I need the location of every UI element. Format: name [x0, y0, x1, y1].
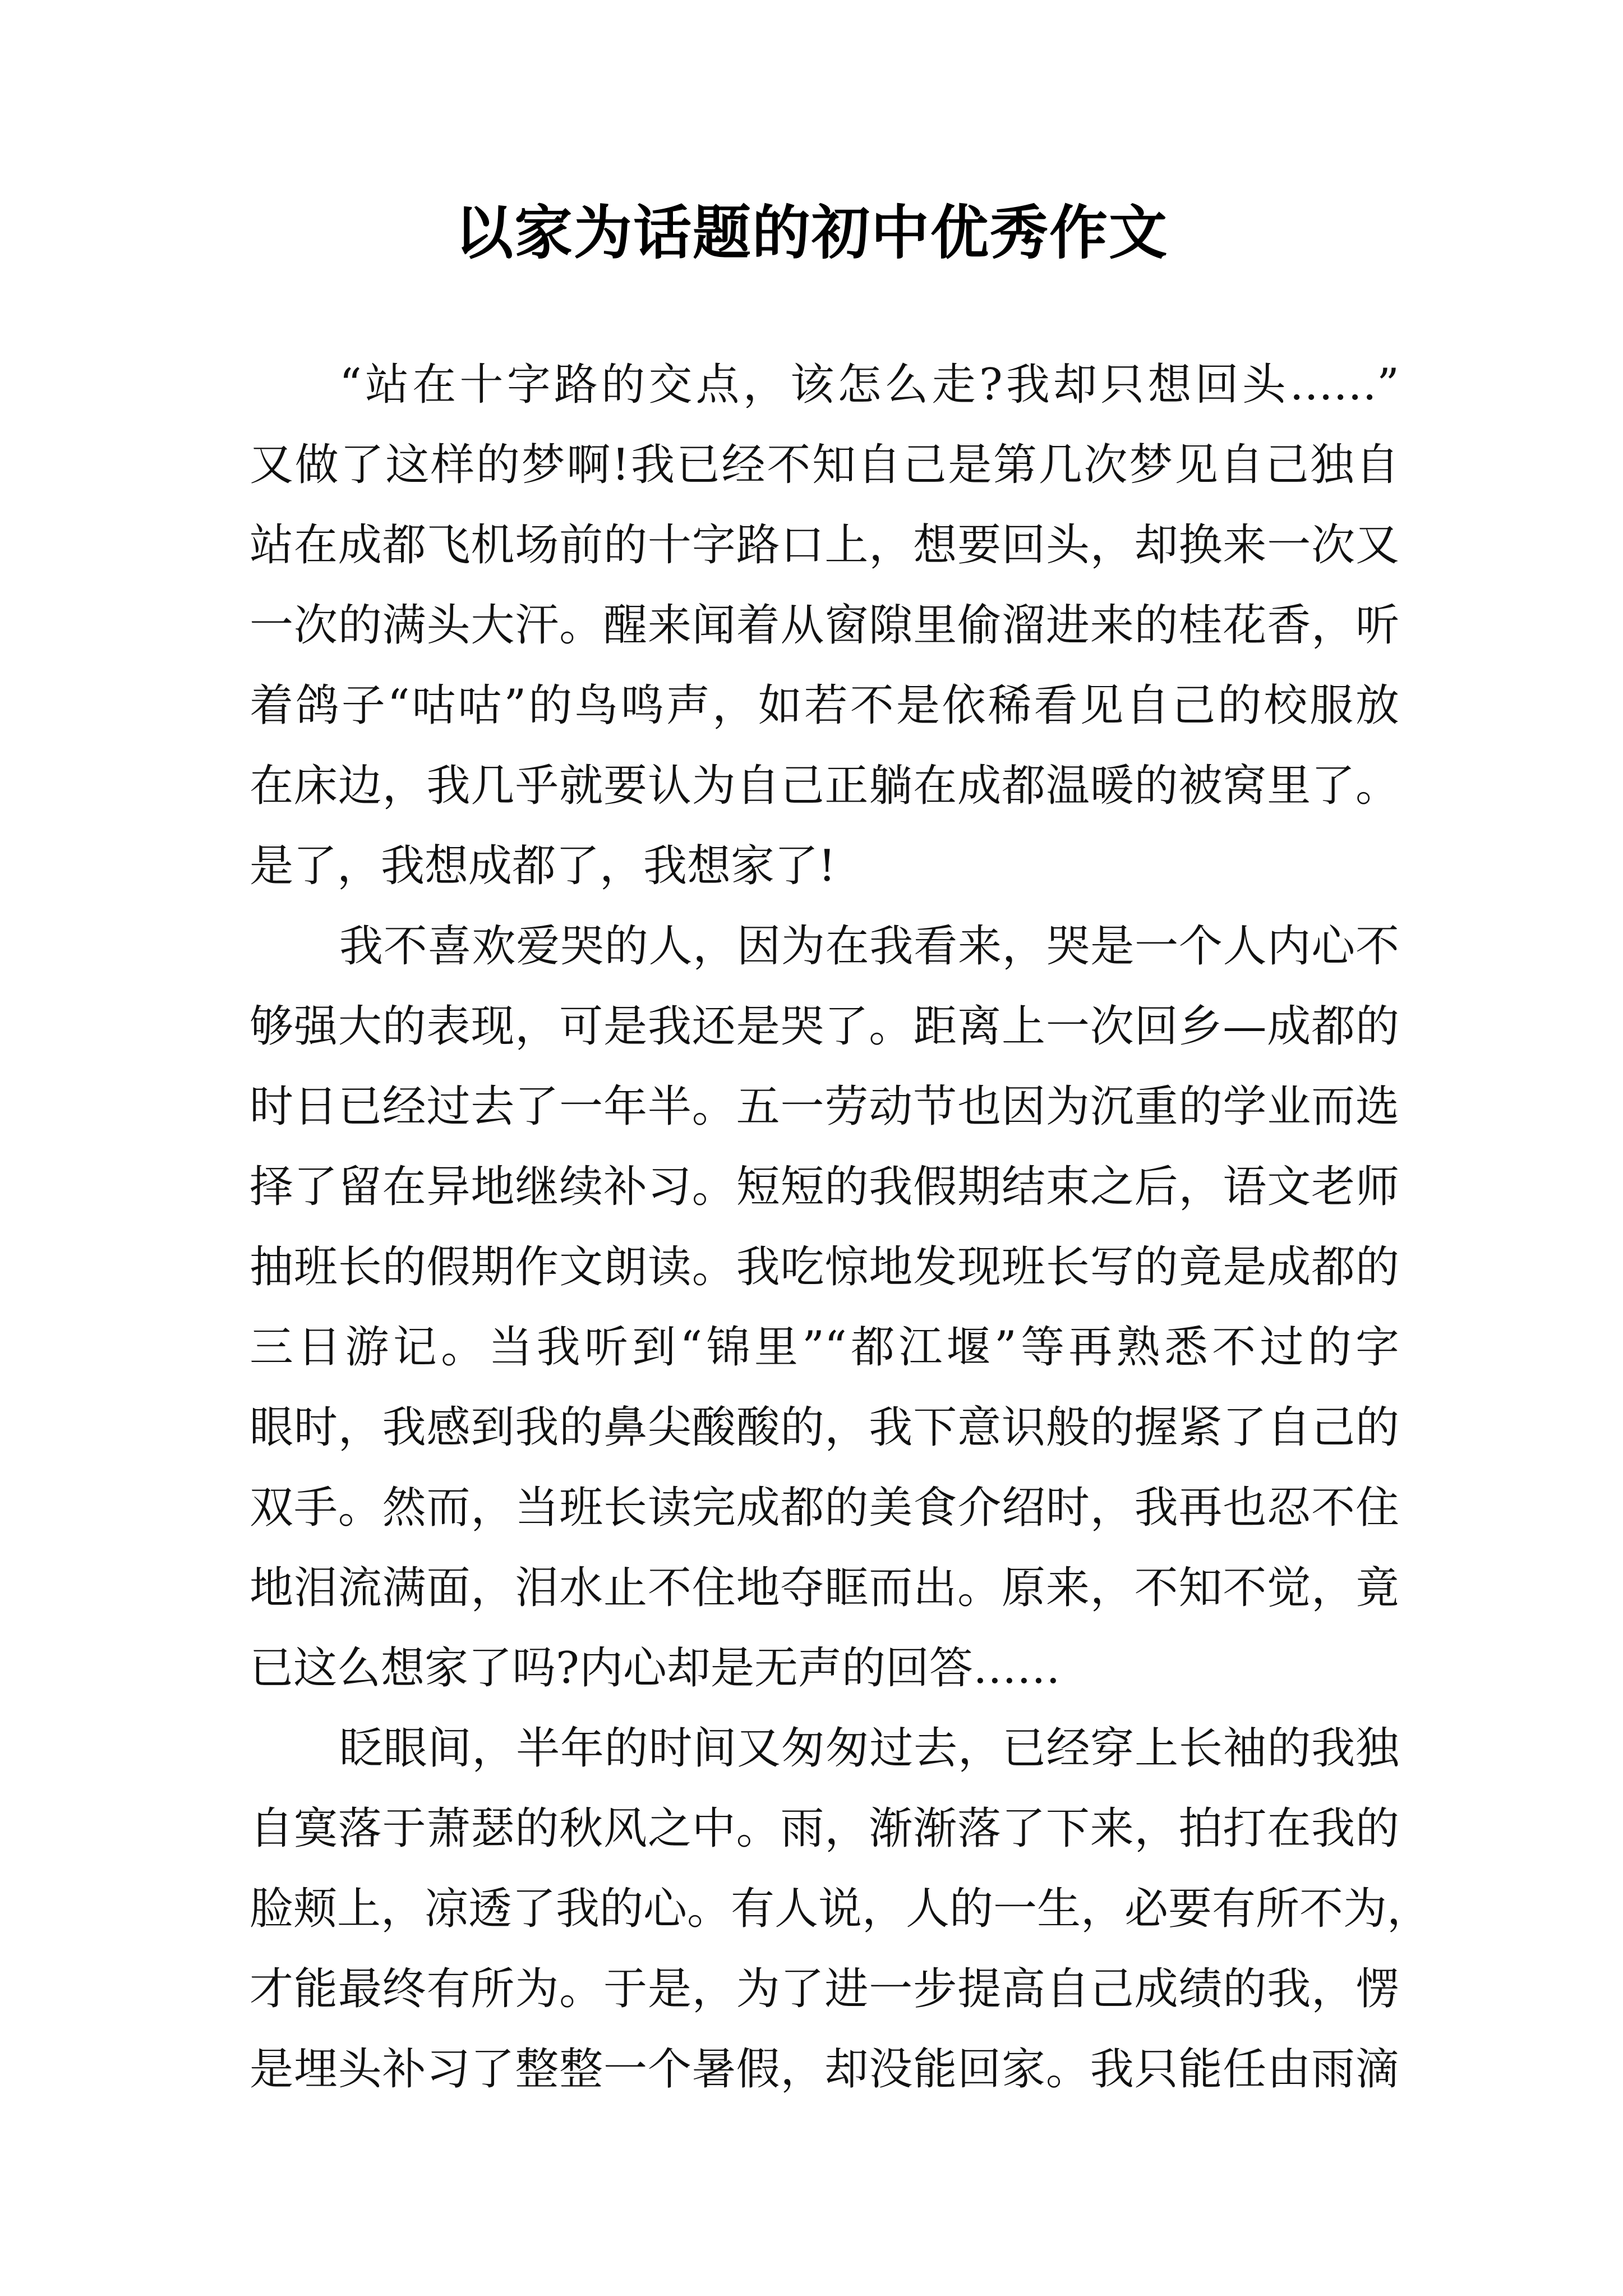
text-line: 在床边，我几乎就要认为自己正躺在成都温暖的被窝里了。	[250, 761, 1399, 811]
text-line: 是了，我想成都了，我想家了!	[250, 841, 836, 891]
text-line: 够强大的表现，可是我还是哭了。距离上一次回乡—成都的	[250, 1001, 1399, 1052]
text-line: 一次的满头大汗。醒来闻着从窗隙里偷溜进来的桂花香，听	[250, 600, 1399, 651]
text-line: 站在成都飞机场前的十字路口上，想要回头，却换来一次又	[250, 520, 1399, 570]
text-line: 眨眼间，半年的时间又匆匆过去，已经穿上长袖的我独	[339, 1723, 1399, 1774]
text-line: 又做了这样的梦啊!我已经不知自己是第几次梦见自己独自	[250, 440, 1399, 490]
text-line: 我不喜欢爱哭的人，因为在我看来，哭是一个人内心不	[339, 921, 1399, 972]
text-line: 自寞落于萧瑟的秋风之中。雨，渐渐落了下来，拍打在我的	[250, 1803, 1399, 1854]
paragraph-2	[250, 907, 1399, 1709]
paragraph-1	[250, 345, 1399, 907]
text-line: 是埋头补习了整整一个暑假，却没能回家。我只能任由雨滴	[250, 2044, 1399, 2095]
page-title: 以家为话题的初中优秀作文	[454, 198, 1168, 267]
essay-body	[250, 345, 1431, 2110]
text-line: 双手。然而，当班长读完成都的美食介绍时，我再也忍不住	[250, 1483, 1399, 1533]
text-line: 眼时，我感到我的鼻尖酸酸的，我下意识般的握紧了自己的	[250, 1402, 1399, 1453]
text-line: 着鸽子“咕咕”的鸟鸣声，如若不是依稀看见自己的校服放	[250, 680, 1399, 731]
paragraph-3	[250, 1709, 1431, 2110]
text-line: 三日游记。当我听到“锦里”“都江堰”等再熟悉不过的字	[250, 1322, 1399, 1373]
text-line: 才能最终有所为。于是，为了进一步提高自己成绩的我，愣	[250, 1964, 1399, 2014]
text-line: 时日已经过去了一年半。五一劳动节也因为沉重的学业而选	[250, 1082, 1399, 1132]
text-line: 脸颊上，凉透了我的心。有人说，人的一生，必要有所不为，	[250, 1884, 1431, 1934]
text-line: 已这么想家了吗?内心却是无声的回答……	[250, 1643, 1061, 1694]
text-line: “站在十字路的交点，该怎么走?我却只想回头……”	[339, 360, 1399, 410]
text-line: 地泪流满面，泪水止不住地夺眶而出。原来，不知不觉，竟	[250, 1563, 1399, 1613]
text-line: 抽班长的假期作文朗读。我吃惊地发现班长写的竟是成都的	[250, 1242, 1399, 1292]
text-line: 择了留在异地继续补习。短短的我假期结束之后，语文老师	[250, 1162, 1399, 1212]
